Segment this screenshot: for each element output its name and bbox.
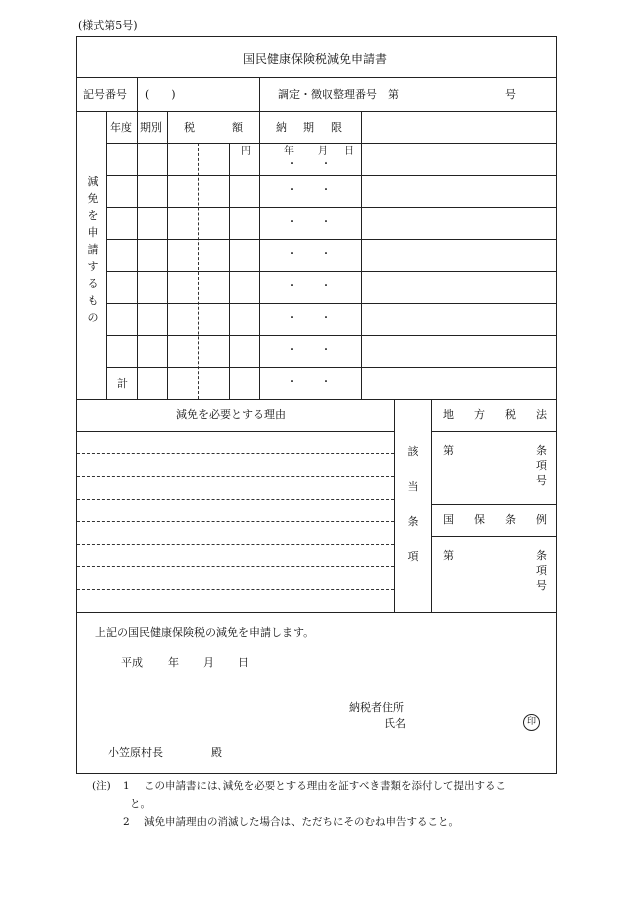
law2-dai: 第 <box>443 549 454 562</box>
total-label: 計 <box>117 377 128 390</box>
law1-char: 方 <box>474 408 485 421</box>
col-due-c: 限 <box>331 121 342 134</box>
note-1-line-b: と。 <box>130 798 151 810</box>
law2-go: 号 <box>536 579 547 592</box>
reason-line[interactable] <box>77 589 394 590</box>
due-dot: ・ <box>321 217 331 228</box>
due-dot: ・ <box>287 249 297 260</box>
law2-char: 保 <box>474 513 485 526</box>
law2-char: 国 <box>443 513 454 526</box>
due-dot: ・ <box>321 345 331 356</box>
col-tax-a: 税 <box>184 121 195 134</box>
law1-char: 地 <box>443 408 454 421</box>
addressee: 小笠原村長 <box>108 746 163 759</box>
law1-char: 税 <box>505 408 516 421</box>
reason-line[interactable] <box>77 476 394 477</box>
frame-bottom <box>76 773 557 774</box>
law2-jou: 条 <box>536 549 547 562</box>
note-1-line-a: この申請書には､減免を必要とする理由を証すべき書類を添付して提出するこ <box>144 780 507 792</box>
form-title: 国民健康保険税減免申請書 <box>243 52 388 66</box>
chotei-label: 調定・徴収整理番号 第 <box>278 88 399 101</box>
due-dot: ・ <box>321 313 331 324</box>
col-due-b: 期 <box>303 121 314 134</box>
unit-tsuki: 月 <box>318 146 328 157</box>
note-1-num: 1 <box>123 780 130 792</box>
law1-go: 号 <box>536 474 547 487</box>
unit-hi: 日 <box>344 146 354 157</box>
law1-jou: 条 <box>536 444 547 457</box>
due-dot: ・ <box>321 281 331 292</box>
address-label: 納税者住所 <box>349 701 404 714</box>
note-2-line: 減免申請理由の消滅した場合は、ただちにそのむね申告すること。 <box>144 816 459 828</box>
due-dot: ・ <box>321 377 331 388</box>
reason-title: 減免を必要とする理由 <box>176 408 286 421</box>
law2-char: 条 <box>505 513 516 526</box>
side-label-genmen: 減 免 を 申 請 す る も の <box>87 175 99 324</box>
col-period: 期別 <box>140 121 162 134</box>
frame-top <box>76 36 557 37</box>
name-label: 氏名 <box>384 717 406 730</box>
law1-char: 法 <box>536 408 547 421</box>
date-era: 平成 <box>121 656 143 669</box>
reason-line[interactable] <box>77 499 394 500</box>
col-due-a: 納 <box>276 121 287 134</box>
col-year: 年度 <box>110 121 132 134</box>
due-dot: ・ <box>287 159 297 170</box>
reason-line[interactable] <box>77 544 394 545</box>
chotei-go: 号 <box>505 88 516 101</box>
due-dot: ・ <box>287 377 297 388</box>
article-side-label: 該 当 条 項 <box>407 445 419 563</box>
due-dot: ・ <box>287 281 297 292</box>
reason-line[interactable] <box>77 566 394 567</box>
due-dot: ・ <box>321 185 331 196</box>
unit-nen: 年 <box>284 146 294 157</box>
date-tsuki: 月 <box>203 656 214 669</box>
law1-kou: 項 <box>536 459 547 472</box>
col-tax-b: 額 <box>232 121 243 134</box>
seal-icon: 印 <box>523 714 540 731</box>
frame-left <box>76 36 77 774</box>
apply-statement: 上記の国民健康保険税の減免を申請します。 <box>95 626 315 639</box>
due-dot: ・ <box>287 185 297 196</box>
note-prefix: (注) <box>92 780 111 792</box>
kigo-label: 記号番号 <box>83 88 127 101</box>
date-nen: 年 <box>168 656 179 669</box>
law2-kou: 項 <box>536 564 547 577</box>
reason-line[interactable] <box>77 521 394 522</box>
reason-line[interactable] <box>77 453 394 454</box>
due-dot: ・ <box>321 249 331 260</box>
kigo-number-field[interactable]: ( ) <box>145 88 176 101</box>
date-hi: 日 <box>238 656 249 669</box>
addressee-dono: 殿 <box>211 746 222 759</box>
frame-right <box>556 36 557 774</box>
due-dot: ・ <box>321 159 331 170</box>
note-2-num: 2 <box>123 816 130 828</box>
due-dot: ・ <box>287 217 297 228</box>
law1-dai: 第 <box>443 444 454 457</box>
due-dot: ・ <box>287 345 297 356</box>
form-number: (様式第5号) <box>78 19 138 32</box>
due-dot: ・ <box>287 313 297 324</box>
law2-char: 例 <box>536 513 547 526</box>
unit-yen: 円 <box>241 146 251 157</box>
